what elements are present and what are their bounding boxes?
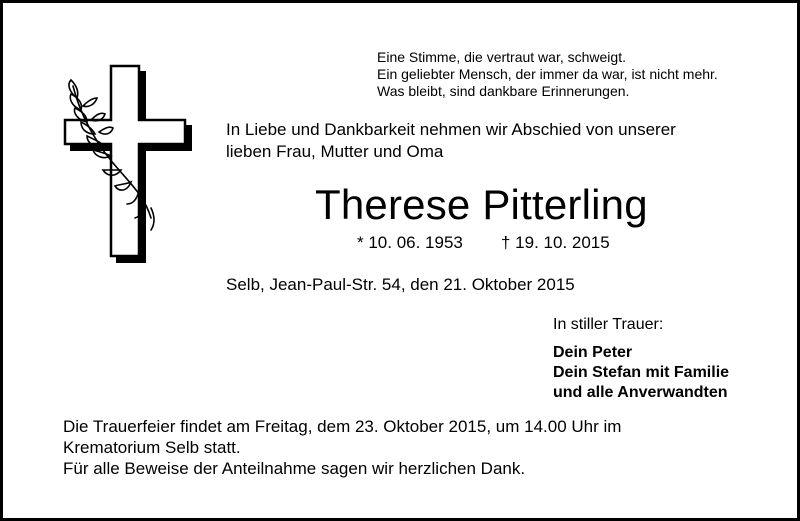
mourners-heading: In stiller Trauer:: [553, 316, 664, 333]
birth-date: * 10. 06. 1953: [357, 233, 463, 252]
death-date: † 19. 10. 2015: [501, 233, 610, 252]
cross-with-palm-branch-icon: [59, 58, 199, 268]
footer-line: Die Trauerfeier findet am Freitag, dem 23. Oktober 2015, um 14.00 Uhr im: [63, 417, 622, 436]
poem-line: Was bleibt, sind dankbare Erinnerungen.: [377, 83, 630, 99]
deceased-name: Therese Pitterling: [315, 181, 648, 228]
intro-line: lieben Frau, Mutter und Oma: [226, 142, 444, 161]
poem: [377, 49, 718, 100]
mourner-name: Dein Stefan mit Familie: [553, 364, 730, 381]
poem-line: Eine Stimme, die vertraut war, schweigt.: [377, 49, 626, 65]
intro-text: [226, 119, 676, 163]
footer-line: Krematorium Selb statt.: [63, 438, 241, 457]
footer-line: Für alle Beweise der Anteilnahme sagen wir herzlichen Dank.: [63, 459, 526, 478]
poem-line: Ein geliebter Mensch, der immer da war, ist nicht mehr.: [377, 66, 718, 82]
mourner-name: und alle Anverwandten: [553, 384, 728, 401]
mourners-block: [553, 315, 729, 403]
funeral-details: [63, 416, 621, 479]
intro-line: In Liebe und Dankbarkeit nehmen wir Abschied von unserer: [226, 120, 676, 139]
mourner-name: Dein Peter: [553, 344, 633, 361]
place-and-date: Selb, Jean-Paul-Str. 54, den 21. Oktober 2015: [226, 275, 575, 294]
